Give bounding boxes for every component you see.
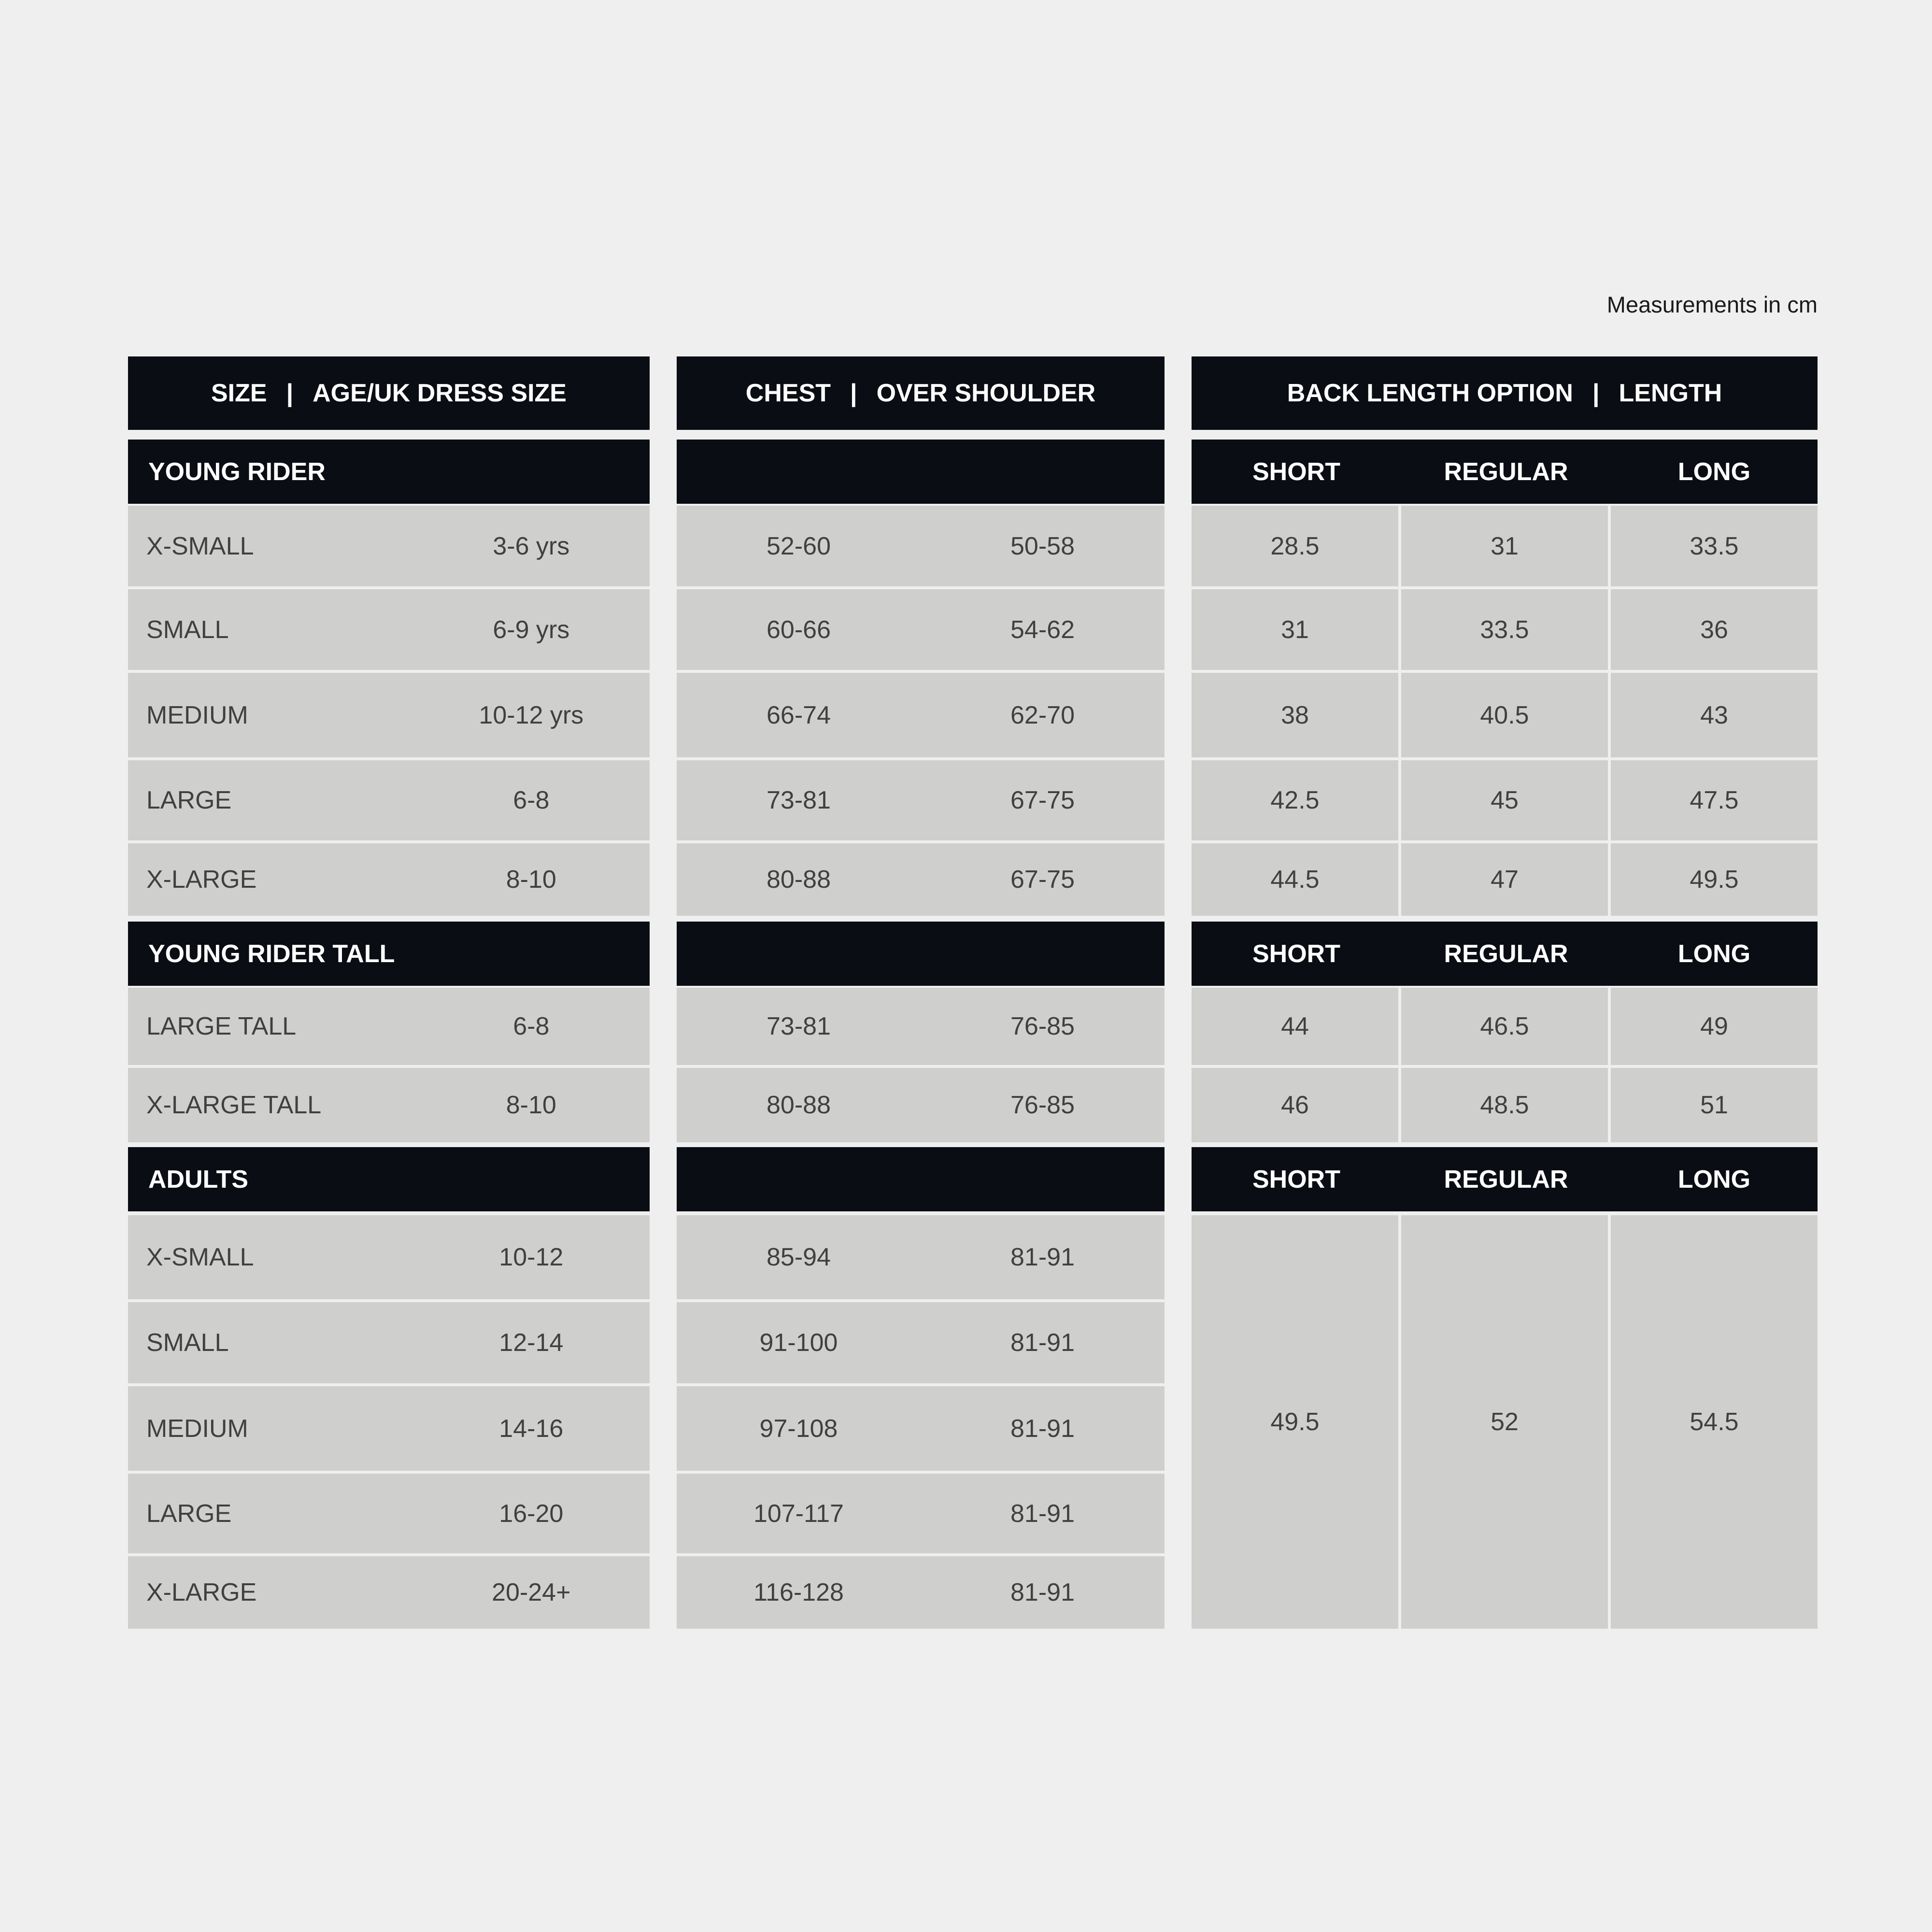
shoulder-cell: 62-70 xyxy=(921,673,1165,757)
size-cell: X-LARGE TALL xyxy=(128,1068,452,1142)
chest-cell: 80-88 xyxy=(677,843,921,916)
length-option-header: SHORT xyxy=(1192,440,1401,504)
length-short-cell: 44 xyxy=(1192,988,1398,1065)
section-title: YOUNG RIDER xyxy=(128,440,650,504)
size-header-label: SIZE xyxy=(211,379,267,407)
age-cell: 8-10 xyxy=(452,1068,650,1142)
length-option-header: REGULAR xyxy=(1401,1147,1611,1211)
length-regular-cell: 47 xyxy=(1401,843,1608,916)
size-cell: X-SMALL xyxy=(128,506,452,586)
age-cell: 16-20 xyxy=(452,1474,650,1553)
header-separator: | xyxy=(850,379,857,407)
chest-header-label: CHEST xyxy=(745,379,831,407)
length-regular-cell: 45 xyxy=(1401,760,1608,840)
length-regular-merged-cell: 52 xyxy=(1401,1215,1608,1629)
age-cell: 12-14 xyxy=(452,1302,650,1383)
chest-cell: 80-88 xyxy=(677,1068,921,1142)
section-title: YOUNG RIDER TALL xyxy=(128,922,650,986)
length-option-header: LONG xyxy=(1611,922,1818,986)
size-cell: LARGE xyxy=(128,1474,452,1553)
length-option-header: SHORT xyxy=(1192,922,1401,986)
length-short-cell: 38 xyxy=(1192,673,1398,757)
length-long-cell: 49 xyxy=(1611,988,1818,1065)
size-cell: X-SMALL xyxy=(128,1215,452,1299)
length-regular-cell: 33.5 xyxy=(1401,589,1608,670)
section-title: ADULTS xyxy=(128,1147,650,1211)
shoulder-cell: 76-85 xyxy=(921,988,1165,1065)
shoulder-cell: 67-75 xyxy=(921,843,1165,916)
size-cell: MEDIUM xyxy=(128,1386,452,1471)
section-spacer-header xyxy=(677,1147,1165,1211)
header-separator: | xyxy=(286,379,294,407)
length-long-cell: 47.5 xyxy=(1611,760,1818,840)
shoulder-cell: 81-91 xyxy=(921,1302,1165,1383)
size-cell: SMALL xyxy=(128,589,452,670)
chest-cell: 52-60 xyxy=(677,506,921,586)
length-short-cell: 28.5 xyxy=(1192,506,1398,586)
age-cell: 8-10 xyxy=(452,843,650,916)
size-cell: MEDIUM xyxy=(128,673,452,757)
shoulder-cell: 54-62 xyxy=(921,589,1165,670)
length-long-cell: 36 xyxy=(1611,589,1818,670)
age-header-label: AGE/UK DRESS SIZE xyxy=(313,379,567,407)
length-short-cell: 42.5 xyxy=(1192,760,1398,840)
back-length-header-label: BACK LENGTH OPTION xyxy=(1287,379,1573,407)
age-cell: 14-16 xyxy=(452,1386,650,1471)
length-option-header: LONG xyxy=(1611,1147,1818,1211)
age-cell: 10-12 yrs xyxy=(452,673,650,757)
shoulder-cell: 50-58 xyxy=(921,506,1165,586)
length-regular-cell: 48.5 xyxy=(1401,1068,1608,1142)
shoulder-cell: 81-91 xyxy=(921,1386,1165,1471)
length-long-cell: 51 xyxy=(1611,1068,1818,1142)
chest-cell: 116-128 xyxy=(677,1556,921,1629)
age-cell: 6-9 yrs xyxy=(452,589,650,670)
chest-cell: 73-81 xyxy=(677,988,921,1065)
section-spacer-header xyxy=(677,922,1165,986)
length-long-cell: 49.5 xyxy=(1611,843,1818,916)
size-cell: SMALL xyxy=(128,1302,452,1383)
length-long-cell: 33.5 xyxy=(1611,506,1818,586)
length-short-cell: 46 xyxy=(1192,1068,1398,1142)
size-cell: LARGE xyxy=(128,760,452,840)
chest-cell: 73-81 xyxy=(677,760,921,840)
age-cell: 6-8 xyxy=(452,760,650,840)
length-option-header: SHORT xyxy=(1192,1147,1401,1211)
length-short-merged-cell: 49.5 xyxy=(1192,1215,1398,1629)
age-cell: 10-12 xyxy=(452,1215,650,1299)
shoulder-header-label: OVER SHOULDER xyxy=(876,379,1096,407)
chest-cell: 97-108 xyxy=(677,1386,921,1471)
section-spacer-header xyxy=(677,440,1165,504)
length-option-header: LONG xyxy=(1611,440,1818,504)
length-regular-cell: 40.5 xyxy=(1401,673,1608,757)
shoulder-cell: 67-75 xyxy=(921,760,1165,840)
length-short-cell: 31 xyxy=(1192,589,1398,670)
chest-cell: 60-66 xyxy=(677,589,921,670)
header-separator: | xyxy=(1592,379,1600,407)
size-cell: X-LARGE xyxy=(128,1556,452,1629)
length-option-header: REGULAR xyxy=(1401,440,1611,504)
shoulder-cell: 81-91 xyxy=(921,1215,1165,1299)
chest-cell: 107-117 xyxy=(677,1474,921,1553)
age-cell: 20-24+ xyxy=(452,1556,650,1629)
size-header xyxy=(128,356,650,430)
size-cell: X-LARGE xyxy=(128,843,452,916)
length-regular-cell: 31 xyxy=(1401,506,1608,586)
shoulder-cell: 81-91 xyxy=(921,1556,1165,1629)
length-long-merged-cell: 54.5 xyxy=(1611,1215,1818,1629)
chest-cell: 85-94 xyxy=(677,1215,921,1299)
length-short-cell: 44.5 xyxy=(1192,843,1398,916)
shoulder-cell: 81-91 xyxy=(921,1474,1165,1553)
chest-cell: 91-100 xyxy=(677,1302,921,1383)
chest-cell: 66-74 xyxy=(677,673,921,757)
back-length-header xyxy=(1192,356,1818,430)
chest-header xyxy=(677,356,1165,430)
age-cell: 3-6 yrs xyxy=(452,506,650,586)
length-regular-cell: 46.5 xyxy=(1401,988,1608,1065)
age-cell: 6-8 xyxy=(452,988,650,1065)
length-header-label: LENGTH xyxy=(1619,379,1722,407)
length-option-header: REGULAR xyxy=(1401,922,1611,986)
shoulder-cell: 76-85 xyxy=(921,1068,1165,1142)
length-long-cell: 43 xyxy=(1611,673,1818,757)
size-cell: LARGE TALL xyxy=(128,988,452,1065)
units-note: Measurements in cm xyxy=(1606,292,1818,317)
